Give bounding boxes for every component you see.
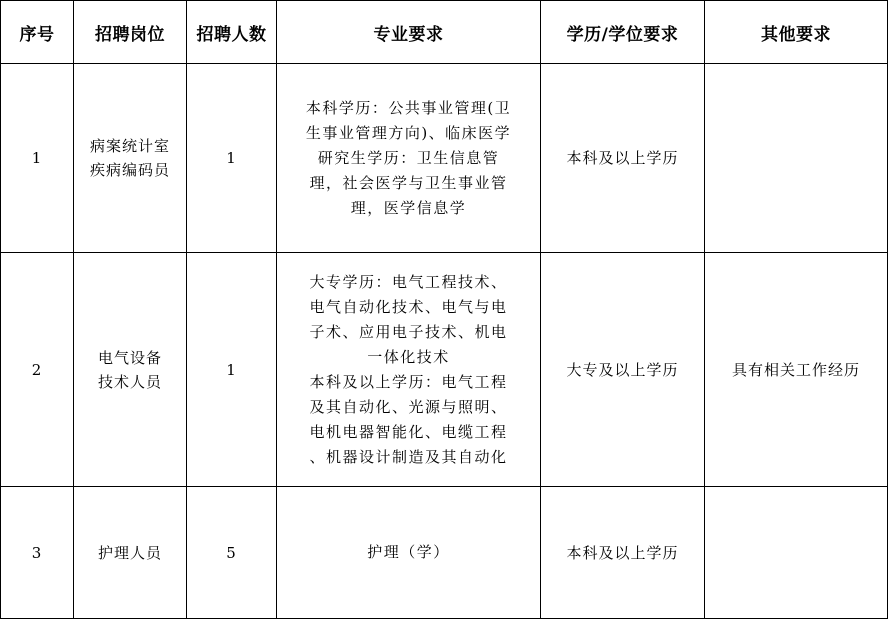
row-major [277, 253, 541, 487]
header-index: 序号 [1, 1, 74, 64]
header-other: 其他要求 [705, 1, 888, 64]
position-line: 疾病编码员 [89, 161, 170, 179]
major-line: 本科学历：公共事业管理(卫 [305, 98, 512, 117]
major-line: 本科及以上学历：电气工程 [309, 372, 508, 391]
major-line: 研究生学历：卫生信息管 [317, 148, 500, 167]
major-line: 电气自动化技术、电气与电 [309, 297, 508, 316]
major-line: 一体化技术 [367, 347, 450, 366]
header-degree: 学历/学位要求 [541, 1, 705, 64]
major-line: 、机器设计制造及其自动化 [309, 447, 508, 466]
row-degree: 本科及以上学历 [541, 64, 705, 253]
row-degree: 大专及以上学历 [541, 253, 705, 487]
row-position [74, 64, 187, 253]
table-row [1, 487, 888, 619]
major-line: 理，医学信息学 [350, 198, 467, 217]
table-row [1, 64, 888, 253]
major-line: 理，社会医学与卫生事业管 [309, 173, 508, 192]
row-count: 1 [187, 253, 277, 487]
major-line: 大专学历：电气工程技术、 [309, 272, 508, 291]
row-major [277, 64, 541, 253]
major-line: 护理（学） [367, 543, 450, 561]
row-other: 具有相关工作经历 [705, 253, 888, 487]
table-row [1, 253, 888, 487]
header-count: 招聘人数 [187, 1, 277, 64]
row-position [74, 487, 187, 619]
position-line: 护理人员 [97, 543, 162, 562]
major-line: 电机电器智能化、电缆工程 [309, 422, 508, 441]
major-line: 子术、应用电子技术、机电 [309, 322, 508, 341]
row-position [74, 253, 187, 487]
position-line: 技术人员 [97, 372, 162, 391]
row-count: 1 [187, 64, 277, 253]
row-degree: 本科及以上学历 [541, 487, 705, 619]
position-line: 病案统计室 [89, 137, 170, 155]
row-other [705, 64, 888, 253]
row-other [705, 487, 888, 619]
position-line: 电气设备 [97, 348, 162, 367]
row-index: 1 [1, 64, 74, 253]
row-index: 3 [1, 487, 74, 619]
header-position: 招聘岗位 [74, 1, 187, 64]
major-line: 及其自动化、光源与照明、 [309, 397, 508, 416]
header-row [1, 1, 888, 64]
header-major: 专业要求 [277, 1, 541, 64]
row-index: 2 [1, 253, 74, 487]
row-count: 5 [187, 487, 277, 619]
major-line: 生事业管理方向)、临床医学 [305, 123, 512, 142]
row-major [277, 487, 541, 619]
